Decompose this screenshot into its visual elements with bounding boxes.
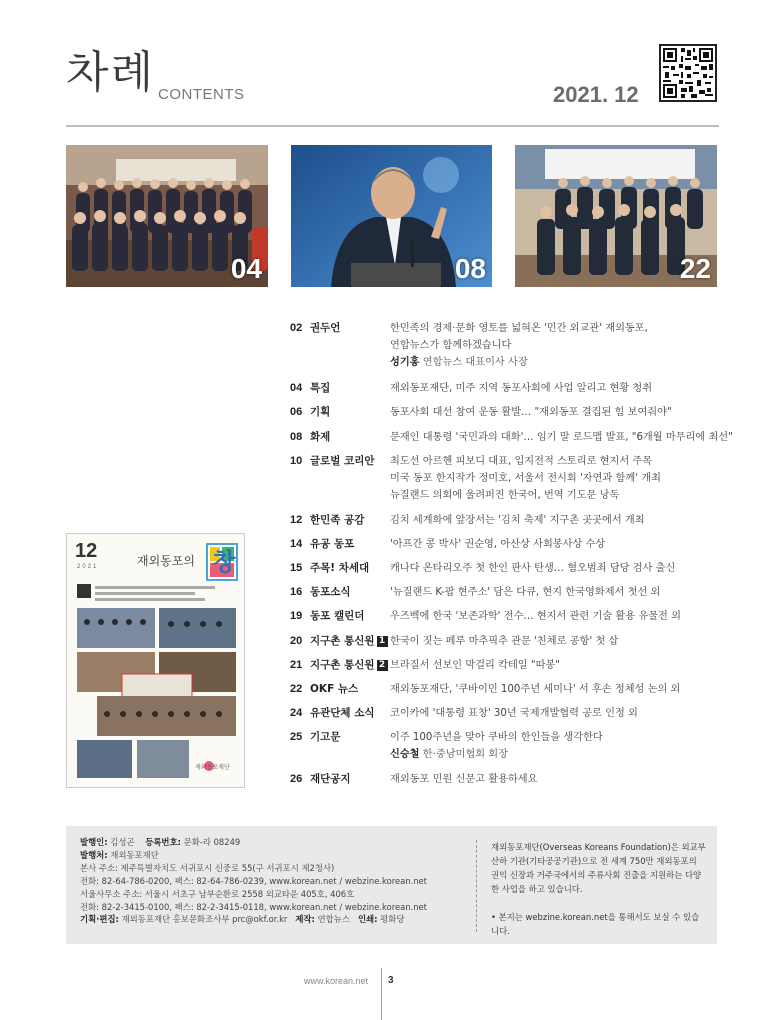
toc-section: 유공 동포 <box>310 538 355 550</box>
cover-masthead-char: 창 <box>212 548 236 576</box>
feature-photo-04[interactable] <box>66 145 268 287</box>
toc-page-number: 06 <box>290 406 303 418</box>
qr-code-icon[interactable] <box>659 44 717 102</box>
toc-line: 연합뉴스가 함께하겠습니다 <box>390 340 512 351</box>
toc-page-number: 04 <box>290 382 303 394</box>
toc-line: 재외동포 민원 신문고 활용하세요 <box>390 774 538 785</box>
toc-section-label: 지구촌 통신원 <box>310 659 375 671</box>
photo-page-number: 22 <box>679 253 711 284</box>
toc-page-number: 10 <box>290 455 303 467</box>
toc-page-number: 15 <box>290 562 303 574</box>
toc-section <box>310 633 388 650</box>
toc-line: 문재인 대통령 '국민과의 대화'… 임기 말 로드맵 발표, "6개월 마무리에 최선" <box>390 432 733 443</box>
publisher-name: 김성곤 <box>110 837 135 847</box>
production-info: 연합뉴스 <box>317 914 350 925</box>
seoul-office-contact: 전화: 82-2-3415-0100, 팩스: 82-2-3415-0118, www.korean.net / webzine.korean.net <box>80 901 427 912</box>
toc-section: 재단공지 <box>310 773 351 785</box>
toc-line: 동포사회 대선 참여 운동 활발… "재외동포 결집된 힘 보여줘야" <box>390 407 672 418</box>
toc-page-number: 20 <box>290 635 303 647</box>
footer-divider <box>476 840 477 932</box>
photo-page-number: 08 <box>454 253 486 284</box>
toc-line: 한국이 짓는 페루 마추픽추 관문 '친체로 공항' 첫 삽 <box>390 636 619 647</box>
webzine-note: • 본지는 webzine.korean.net을 통해서도 보실 수 있습니다. <box>491 912 700 936</box>
hq-contact: 전화: 82-64-786-0200, 팩스: 82-64-786-0239, www.korean.net / webzine.korean.net <box>80 875 427 886</box>
toc-page-number: 16 <box>290 586 303 598</box>
toc-page-number: 25 <box>290 731 303 743</box>
seoul-office-address: 서울사무소 주소: 서울시 서초구 남부순환로 2558 외교타운 405호, 406호 <box>80 888 355 899</box>
page-number: 3 <box>388 975 394 986</box>
magazine-cover[interactable] <box>66 533 245 788</box>
publisher-details <box>80 836 480 926</box>
toc-page-number: 19 <box>290 610 303 622</box>
foundation-description: 재외동포재단(Overseas Koreans Foundation)은 외교부 산하 기관(기타공공기관)으로 전 세계 750만 재외동포의 권익 신장과 거주국에서의 주류사회 진출을 지원하는 다양한 사업을 하고 있습니다. <box>491 842 706 894</box>
toc-line: 브라질서 선보인 막걸리 칵테일 "따봉" <box>390 660 560 671</box>
toc-author: 신승철 <box>390 749 420 760</box>
toc-line: 뉴질랜드 의회에 울려퍼진 한국어, 번역 기도문 낭독 <box>390 490 620 501</box>
toc-line: 최도선 아르헨 피보디 대표, 입지전적 스토리로 현지서 주목 <box>390 456 653 467</box>
issue-date: 2021. 12 <box>553 82 639 107</box>
publisher-label: 발행인: <box>80 837 108 847</box>
production-label: 제작: <box>295 914 315 925</box>
toc-section: 글로벌 코리안 <box>310 455 375 467</box>
print-info: 평화당 <box>380 914 405 925</box>
registration-label: 등록번호: <box>145 837 181 847</box>
foundation-about <box>491 840 707 938</box>
cover-issue-number: 12 <box>75 540 98 562</box>
feature-photo-08[interactable] <box>291 145 492 287</box>
toc-section <box>310 657 388 674</box>
toc-section: 주목! 차세대 <box>310 562 370 574</box>
page-title: 차례 <box>66 47 156 98</box>
toc-section: 기획 <box>310 406 331 418</box>
toc-page-number: 14 <box>290 538 303 550</box>
header-divider <box>66 125 719 127</box>
toc-page-number: 21 <box>290 659 303 671</box>
registration-number: 문화-라 08249 <box>183 837 241 847</box>
toc-section: 유관단체 소식 <box>310 707 375 719</box>
issuer-name: 재외동포재단 <box>110 849 159 860</box>
toc-line: '뉴질랜드 K-팝 현주소' 담은 다큐, 현지 한국영화제서 첫선 외 <box>390 587 661 598</box>
print-label: 인쇄: <box>357 914 378 925</box>
toc-section-badge: 2 <box>377 660 388 671</box>
toc-section-label: 지구촌 통신원 <box>310 635 375 647</box>
toc-line: 김치 세계화에 앞장서는 '김치 축제' 지구촌 곳곳에서 개최 <box>390 515 645 526</box>
toc-author-role: 한·중남미협회 회장 <box>422 749 508 760</box>
toc-page-number: 12 <box>290 514 303 526</box>
toc-line: 이주 100주년을 맞아 쿠바의 한인들을 생각한다 <box>390 732 603 743</box>
photo-page-number: 04 <box>230 253 262 284</box>
toc-line: 재외동포재단, '쿠바이민 100주년 세미나' 서 후손 정체성 논의 외 <box>390 684 681 695</box>
toc-section: 한민족 공감 <box>310 514 365 526</box>
toc-line: 재외동포재단, 미주 지역 동포사회에 사업 알리고 현황 청취 <box>390 383 653 394</box>
page-number-divider <box>381 968 382 1020</box>
toc-page-number: 08 <box>290 431 303 443</box>
editor-label: 기획·편집: <box>80 914 119 925</box>
toc-line: 캐나다 온타리오주 첫 한인 판사 탄생… 혐오범죄 담당 검사 출신 <box>390 563 676 574</box>
editor-info: 재외동포재단 홍보문화조사부 prc@okf.or.kr <box>121 914 288 925</box>
toc-page-number: 02 <box>290 322 303 334</box>
cover-year: 2021 <box>77 564 99 570</box>
toc-section: 화제 <box>310 431 331 443</box>
toc-page-number: 24 <box>290 707 303 719</box>
toc-section: OKF 뉴스 <box>310 683 359 695</box>
toc-section: 기고문 <box>310 731 341 743</box>
issuer-label: 발행처: <box>80 849 108 860</box>
toc-page-number: 26 <box>290 773 303 785</box>
cover-masthead: 재외동포의 <box>137 554 195 568</box>
toc-section: 특집 <box>310 382 331 394</box>
toc-author-role: 연합뉴스 대표이사 사장 <box>422 357 528 368</box>
page-subtitle: CONTENTS <box>158 86 245 103</box>
toc-section-badge: 1 <box>377 636 388 647</box>
site-url-link[interactable]: www.korean.net <box>304 976 369 986</box>
toc-line: 한민족의 경제·문화 영토를 넓혀온 '민간 외교관' 재외동포, <box>390 323 648 334</box>
toc-line: 코이카에 '대통령 표창' 30년 국제개발협력 공로 인정 외 <box>390 708 638 719</box>
toc-section: 동포소식 <box>310 586 351 598</box>
toc-section: 동포 캘린더 <box>310 610 365 622</box>
toc-line: '아프간 콩 박사' 권순영, 아산상 사회봉사상 수상 <box>390 539 606 550</box>
toc-page-number: 22 <box>290 683 303 695</box>
toc-line: 미국 동포 한지작가 정미호, 서울서 전시회 '자연과 함께' 개최 <box>390 473 661 484</box>
hq-address: 본사 주소: 제주특별자치도 서귀포시 신중로 55(구 서귀포시 제2청사) <box>80 862 335 873</box>
toc-author: 성기홍 <box>390 357 420 368</box>
cover-publisher-logo: 재외동포재단 <box>195 764 230 771</box>
feature-photo-22[interactable] <box>515 145 717 287</box>
publication-info-box <box>66 826 717 944</box>
toc-section: 권두언 <box>310 322 341 334</box>
toc-line: 우즈벡에 한국 '보존과학' 전수… 현지서 관련 기술 활용 유물전 외 <box>390 611 681 622</box>
